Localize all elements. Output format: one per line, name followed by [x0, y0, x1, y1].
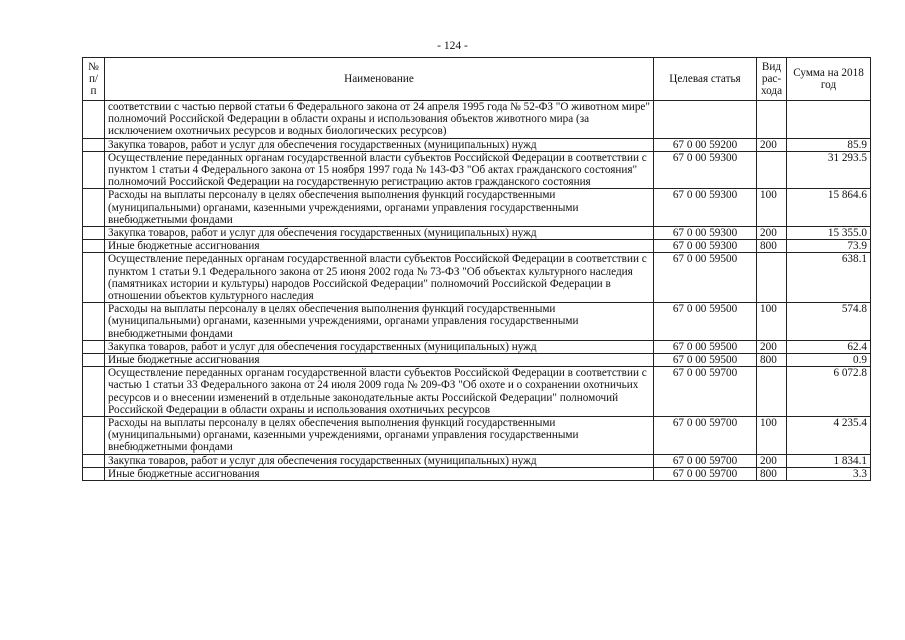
cell-sum: 73.9 — [787, 240, 871, 253]
cell-num — [83, 303, 105, 341]
cell-code: 67 0 00 59500 — [654, 303, 757, 341]
cell-name: Иные бюджетные ассигнования — [105, 467, 654, 480]
cell-code — [654, 101, 757, 139]
cell-type — [757, 151, 787, 189]
cell-code: 67 0 00 59300 — [654, 227, 757, 240]
table-row — [83, 367, 871, 417]
cell-num — [83, 354, 105, 367]
cell-code: 67 0 00 59200 — [654, 138, 757, 151]
table-row — [83, 454, 871, 467]
table-row — [83, 467, 871, 480]
cell-sum: 638.1 — [787, 253, 871, 303]
cell-type: 200 — [757, 138, 787, 151]
cell-code: 67 0 00 59300 — [654, 240, 757, 253]
cell-type: 800 — [757, 240, 787, 253]
cell-name: Закупка товаров, работ и услуг для обеспечения государственных (муниципальных) нужд — [105, 227, 654, 240]
cell-num — [83, 138, 105, 151]
cell-type — [757, 253, 787, 303]
cell-name: Закупка товаров, работ и услуг для обеспечения государственных (муниципальных) нужд — [105, 340, 654, 353]
cell-name: Иные бюджетные ассигнования — [105, 354, 654, 367]
cell-type: 800 — [757, 354, 787, 367]
header-type: Вид рас-хода — [757, 58, 787, 101]
cell-name: Иные бюджетные ассигнования — [105, 240, 654, 253]
cell-sum: 15 355.0 — [787, 227, 871, 240]
budget-table — [82, 57, 871, 481]
cell-name: Осуществление переданных органам государственной власти субъектов Российской Федерации в соответствии с пунктом 1 статьи 9.1 Федерального закона от 25 июня 2002 года № 73-ФЗ "Об объектах культурного наследия (памятниках истории и культуры) народов Российской Федерации" полномочий Российской Федерации в отношении объектов культурного наследия — [105, 253, 654, 303]
cell-code: 67 0 00 59300 — [654, 189, 757, 227]
cell-code: 67 0 00 59700 — [654, 467, 757, 480]
cell-type — [757, 101, 787, 139]
cell-type: 100 — [757, 417, 787, 455]
cell-sum: 6 072.8 — [787, 367, 871, 417]
cell-code: 67 0 00 59700 — [654, 367, 757, 417]
table-header-row — [83, 58, 871, 101]
cell-num — [83, 367, 105, 417]
cell-sum: 4 235.4 — [787, 417, 871, 455]
table-row — [83, 340, 871, 353]
cell-sum: 15 864.6 — [787, 189, 871, 227]
table-row — [83, 227, 871, 240]
table-row — [83, 151, 871, 189]
cell-name: Расходы на выплаты персоналу в целях обеспечения выполнения функций государственными (муниципальными) органами, казенными учреждениями, органами управления государственными внебюджетными фондами — [105, 417, 654, 455]
cell-code: 67 0 00 59700 — [654, 454, 757, 467]
cell-num — [83, 240, 105, 253]
cell-sum: 1 834.1 — [787, 454, 871, 467]
cell-num — [83, 227, 105, 240]
table-row — [83, 253, 871, 303]
cell-name: Осуществление переданных органам государственной власти субъектов Российской Федерации в соответствии с частью 1 статьи 33 Федерального закона от 24 июля 2009 года № 209-ФЗ "Об охоте и о сохранении охотничьих ресурсов и о внесении изменений в отдельные законодательные акты Российской Федерации" полномочий Российской Федерации в области охраны и использования охотничьих ресурсов — [105, 367, 654, 417]
cell-type: 200 — [757, 454, 787, 467]
cell-name: Закупка товаров, работ и услуг для обеспечения государственных (муниципальных) нужд — [105, 138, 654, 151]
cell-code: 67 0 00 59500 — [654, 253, 757, 303]
cell-num — [83, 467, 105, 480]
table-row — [83, 138, 871, 151]
cell-num — [83, 340, 105, 353]
cell-type — [757, 367, 787, 417]
cell-name: Расходы на выплаты персоналу в целях обеспечения выполнения функций государственными (муниципальными) органами, казенными учреждениями, органами управления государственными внебюджетными фондами — [105, 189, 654, 227]
cell-type: 100 — [757, 189, 787, 227]
table-row — [83, 189, 871, 227]
cell-type: 800 — [757, 467, 787, 480]
cell-code: 67 0 00 59500 — [654, 354, 757, 367]
cell-sum — [787, 101, 871, 139]
cell-code: 67 0 00 59700 — [654, 417, 757, 455]
cell-num — [83, 151, 105, 189]
header-sum: Сумма на 2018 год — [787, 58, 871, 101]
cell-code: 67 0 00 59300 — [654, 151, 757, 189]
cell-code: 67 0 00 59500 — [654, 340, 757, 353]
cell-num — [83, 189, 105, 227]
cell-num — [83, 417, 105, 455]
header-name: Наименование — [105, 58, 654, 101]
cell-num — [83, 454, 105, 467]
cell-sum: 0.9 — [787, 354, 871, 367]
cell-name: соответствии с частью первой статьи 6 Федерального закона от 24 апреля 1995 года № 52-ФЗ "О животном мире" полномочий Российской Федерации в области охраны и использования объектов животного мира (за исключением охотничьих ресурсов и водных биологических ресурсов) — [105, 101, 654, 139]
cell-name: Расходы на выплаты персоналу в целях обеспечения выполнения функций государственными (муниципальными) органами, казенными учреждениями, органами управления государственными внебюджетными фондами — [105, 303, 654, 341]
table-row — [83, 354, 871, 367]
page-number: - 124 - — [437, 40, 468, 52]
cell-type: 100 — [757, 303, 787, 341]
cell-type: 200 — [757, 340, 787, 353]
cell-sum: 31 293.5 — [787, 151, 871, 189]
cell-name: Осуществление переданных органам государственной власти субъектов Российской Федерации в соответствии с пунктом 1 статьи 4 Федерального закона от 15 ноября 1997 года № 143-ФЗ "Об актах гражданского состояния" полномочий Российской Федерации на государственную регистрацию актов гражданского состояния — [105, 151, 654, 189]
table-row — [83, 101, 871, 139]
cell-type: 200 — [757, 227, 787, 240]
cell-num — [83, 253, 105, 303]
cell-sum: 62.4 — [787, 340, 871, 353]
cell-sum: 574.8 — [787, 303, 871, 341]
cell-num — [83, 101, 105, 139]
table-row — [83, 240, 871, 253]
cell-sum: 3.3 — [787, 467, 871, 480]
cell-name: Закупка товаров, работ и услуг для обеспечения государственных (муниципальных) нужд — [105, 454, 654, 467]
header-num: № п/п — [83, 58, 105, 101]
header-code: Целевая статья — [654, 58, 757, 101]
table-row — [83, 303, 871, 341]
cell-sum: 85.9 — [787, 138, 871, 151]
table-row — [83, 417, 871, 455]
